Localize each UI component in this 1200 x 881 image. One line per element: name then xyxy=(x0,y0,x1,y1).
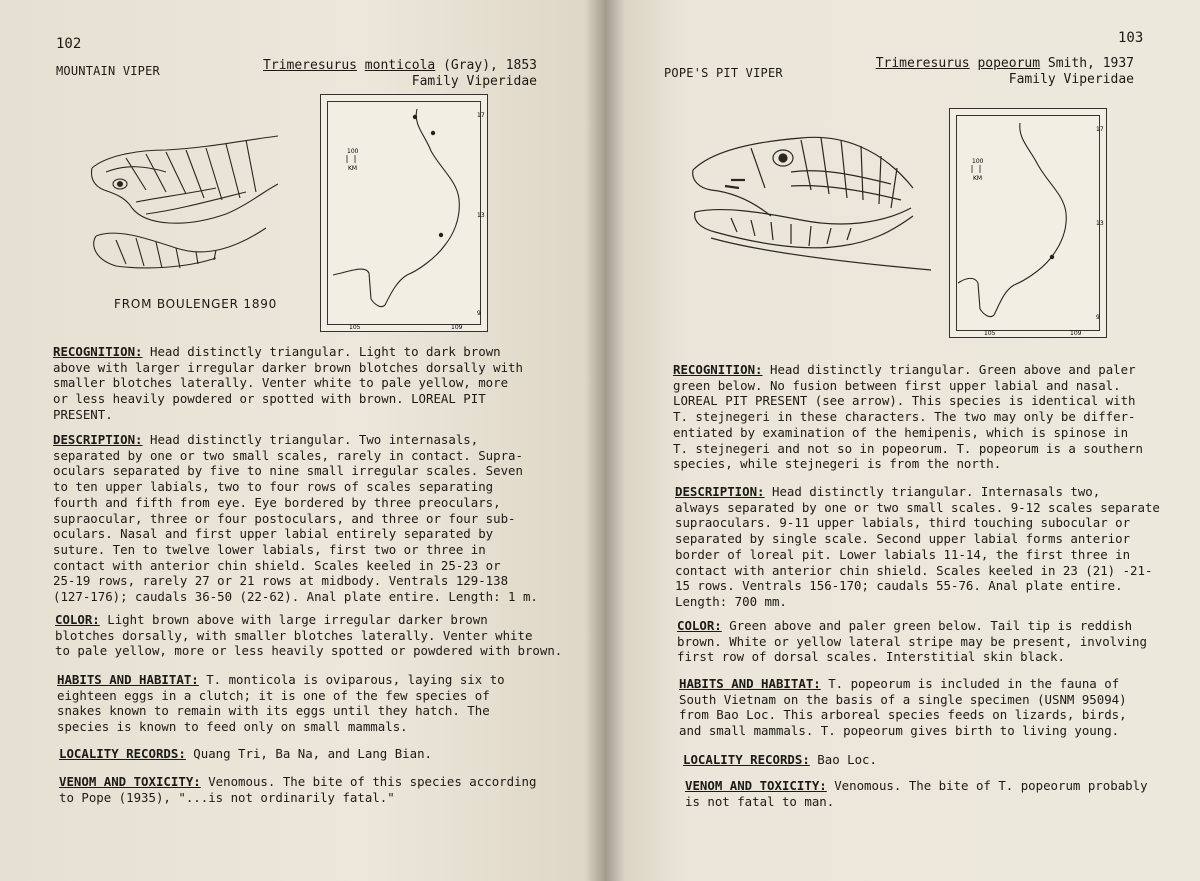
description-line: contact with anterior chin shield. Scales keeled in 25-23 or xyxy=(53,557,501,573)
color-line: first row of dorsal scales. Interstitial skin black. xyxy=(677,649,1065,665)
locality-dot xyxy=(439,233,443,237)
habits-section xyxy=(57,672,505,735)
venom-line: is not fatal to man. xyxy=(685,793,835,809)
habits-line: T. popeorum is included in the fauna of xyxy=(828,676,1120,691)
locality-section xyxy=(59,746,432,762)
description-line: separated by one or two small scales, rarely in contact. Supra- xyxy=(53,447,523,463)
recognition-line: entiated by examination of the hemipenis, which is spinose in xyxy=(673,424,1129,440)
habits-line: and small mammals. T. popeorum gives birth to living young. xyxy=(679,723,1120,739)
venom-line: to Pope (1935), "...is not ordinarily fatal." xyxy=(59,789,395,805)
habits-line: snakes known to remain with its eggs until they hatch. The xyxy=(57,703,490,719)
recognition-section xyxy=(673,362,1143,472)
venom-heading: VENOM AND TOXICITY: xyxy=(59,774,201,789)
map-scale-unit: KM xyxy=(348,165,358,172)
description-line: always separated by one or two small scales. 9-12 scales separate xyxy=(675,499,1160,515)
genus-name: Trimeresurus xyxy=(875,56,970,71)
scientific-name-block xyxy=(263,58,537,90)
recognition-line: T. stejnegeri in these characters. The two may only be differ- xyxy=(673,409,1136,425)
map-lon-left: 105 xyxy=(984,330,996,337)
common-name: POPE'S PIT VIPER xyxy=(664,66,783,80)
map-lon-right: 109 xyxy=(451,324,463,331)
description-line: Head distinctly triangular. Internasals two, xyxy=(772,484,1101,499)
recognition-line: or less heavily powdered or spotted with brown. LOREAL PIT xyxy=(53,391,486,407)
family-name: Family Viperidae xyxy=(411,74,537,89)
locality-section xyxy=(683,752,877,768)
scientific-name-block xyxy=(876,56,1134,88)
page-number: 103 xyxy=(1118,30,1144,46)
description-heading: DESCRIPTION: xyxy=(675,484,765,499)
description-line: oculars separated by five to nine small irregular scales. Seven xyxy=(53,463,523,479)
description-line: supraocular, three or four postoculars, and three or four sub- xyxy=(53,510,516,526)
habits-line: eighteen eggs in a clutch; it is one of the few species of xyxy=(57,687,490,703)
description-line: 15 rows. Ventrals 156-170; caudals 55-76. Anal plate entire. xyxy=(675,578,1123,594)
map-lon-left: 105 xyxy=(349,324,361,331)
species-name: popeorum xyxy=(977,56,1041,71)
recognition-line: smaller blotches laterally. Venter white to pale yellow, more xyxy=(53,375,509,391)
color-section xyxy=(55,612,562,659)
venom-section xyxy=(685,778,1148,809)
recognition-heading: RECOGNITION: xyxy=(673,362,763,377)
color-heading: COLOR: xyxy=(677,618,722,633)
map-scale-value: 100 xyxy=(347,148,359,155)
locality-heading: LOCALITY RECORDS: xyxy=(683,752,810,767)
color-line: Green above and paler green below. Tail tip is reddish xyxy=(729,618,1133,633)
description-line: oculars. Nasal and first upper labial entirely separated by xyxy=(53,526,494,542)
description-line: border of loreal pit. Lower labials 11-14, the first three in xyxy=(675,546,1131,562)
description-line: separated by single scale. Second upper labial forms anterior xyxy=(675,531,1131,547)
habits-heading: HABITS AND HABITAT: xyxy=(57,672,199,687)
locality-dot xyxy=(431,131,435,135)
venom-heading: VENOM AND TOXICITY: xyxy=(685,778,827,793)
habits-line: T. monticola is oviparous, laying six to xyxy=(206,672,505,687)
description-section xyxy=(53,432,538,605)
color-line: brown. White or yellow lateral stripe may be present, involving xyxy=(677,633,1147,649)
genus-name: Trimeresurus xyxy=(263,58,357,73)
common-name: MOUNTAIN VIPER xyxy=(56,64,160,78)
venom-line: Venomous. The bite of this species according xyxy=(208,774,537,789)
description-line: contact with anterior chin shield. Scales keeled in 23 (21) -21- xyxy=(675,562,1153,578)
recognition-line: species, while stejnegeri is from the north. xyxy=(673,456,1002,472)
recognition-line: LOREAL PIT PRESENT (see arrow). This species is identical with xyxy=(673,393,1136,409)
venom-section xyxy=(59,774,536,805)
map-lat-top: 17 xyxy=(1096,126,1104,133)
species-name: monticola xyxy=(364,58,436,73)
map-lat-mid: 13 xyxy=(477,212,485,219)
map-lon-right: 109 xyxy=(1070,330,1082,337)
habits-section xyxy=(679,676,1127,739)
recognition-section xyxy=(53,344,523,423)
description-section xyxy=(675,484,1160,610)
map-lat-mid: 13 xyxy=(1096,220,1104,227)
right-page xyxy=(605,0,1200,881)
description-line: 25-19 rows, rarely 27 or 21 rows at midbody. Ventrals 129-138 xyxy=(53,573,509,589)
illustration-credit: FROM BOULENGER 1890 xyxy=(114,297,278,311)
book-gutter xyxy=(585,0,625,881)
distribution-map xyxy=(320,94,488,332)
map-lat-bot: 9 xyxy=(477,310,481,317)
map-scale-unit: KM xyxy=(973,175,983,182)
recognition-line: Head distinctly triangular. Light to dark brown xyxy=(150,344,501,359)
description-line: Length: 700 mm. xyxy=(675,593,787,609)
recognition-line: above with larger irregular darker brown blotches dorsally with xyxy=(53,359,523,375)
description-line: Head distinctly triangular. Two internasals, xyxy=(150,432,479,447)
locality-heading: LOCALITY RECORDS: xyxy=(59,746,186,761)
description-line: supraoculars. 9-11 upper labials, third touching subocular or xyxy=(675,515,1131,531)
color-line: Light brown above with large irregular darker brown xyxy=(107,612,488,627)
recognition-line: Head distinctly triangular. Green above and paler xyxy=(770,362,1136,377)
color-heading: COLOR: xyxy=(55,612,100,627)
author-year: Smith, 1937 xyxy=(1047,56,1134,71)
description-line: (127-176); caudals 36-50 (22-62). Anal plate entire. Length: 1 m. xyxy=(53,589,538,605)
color-section xyxy=(677,618,1147,665)
map-outline xyxy=(950,109,1108,339)
recognition-line: T. stejnegeri and not so in popeorum. T. popeorum is a southern xyxy=(673,440,1143,456)
description-heading: DESCRIPTION: xyxy=(53,432,143,447)
locality-dot xyxy=(413,115,417,119)
family-name: Family Viperidae xyxy=(1008,72,1134,87)
locality-text: Quang Tri, Ba Na, and Lang Bian. xyxy=(193,746,433,761)
page-number: 102 xyxy=(56,36,82,52)
map-lat-top: 17 xyxy=(477,112,485,119)
map-scale-value: 100 xyxy=(972,158,984,165)
color-line: to pale yellow, more or less heavily spotted or powdered with brown. xyxy=(55,643,563,659)
map-outline xyxy=(321,95,489,333)
snake-head-illustration xyxy=(691,128,931,278)
venom-line: Venomous. The bite of T. popeorum probably xyxy=(834,778,1148,793)
locality-dot xyxy=(1050,255,1054,259)
recognition-line: green below. No fusion between first upper labial and nasal. xyxy=(673,377,1121,393)
locality-text: Bao Loc. xyxy=(817,752,877,767)
recognition-line: PRESENT. xyxy=(53,406,113,422)
description-line: to ten upper labials, two to four rows of scales separating xyxy=(53,479,494,495)
snake-head-illustration xyxy=(86,128,286,278)
author-year: (Gray), 1853 xyxy=(443,58,537,73)
color-line: blotches dorsally, with smaller blotches laterally. Venter white xyxy=(55,627,533,643)
recognition-heading: RECOGNITION: xyxy=(53,344,143,359)
map-lat-bot: 9 xyxy=(1096,314,1100,321)
distribution-map xyxy=(949,108,1107,338)
habits-line: species is known to feed only on small mammals. xyxy=(57,719,408,735)
description-line: suture. Ten to twelve lower labials, first two or three in xyxy=(53,541,486,557)
habits-line: South Vietnam on the basis of a single specimen (USNM 95094) xyxy=(679,691,1127,707)
habits-line: from Bao Loc. This arboreal species feeds on lizards, birds, xyxy=(679,707,1127,723)
habits-heading: HABITS AND HABITAT: xyxy=(679,676,821,691)
description-line: fourth and fifth from eye. Eye bordered by three preoculars, xyxy=(53,494,501,510)
